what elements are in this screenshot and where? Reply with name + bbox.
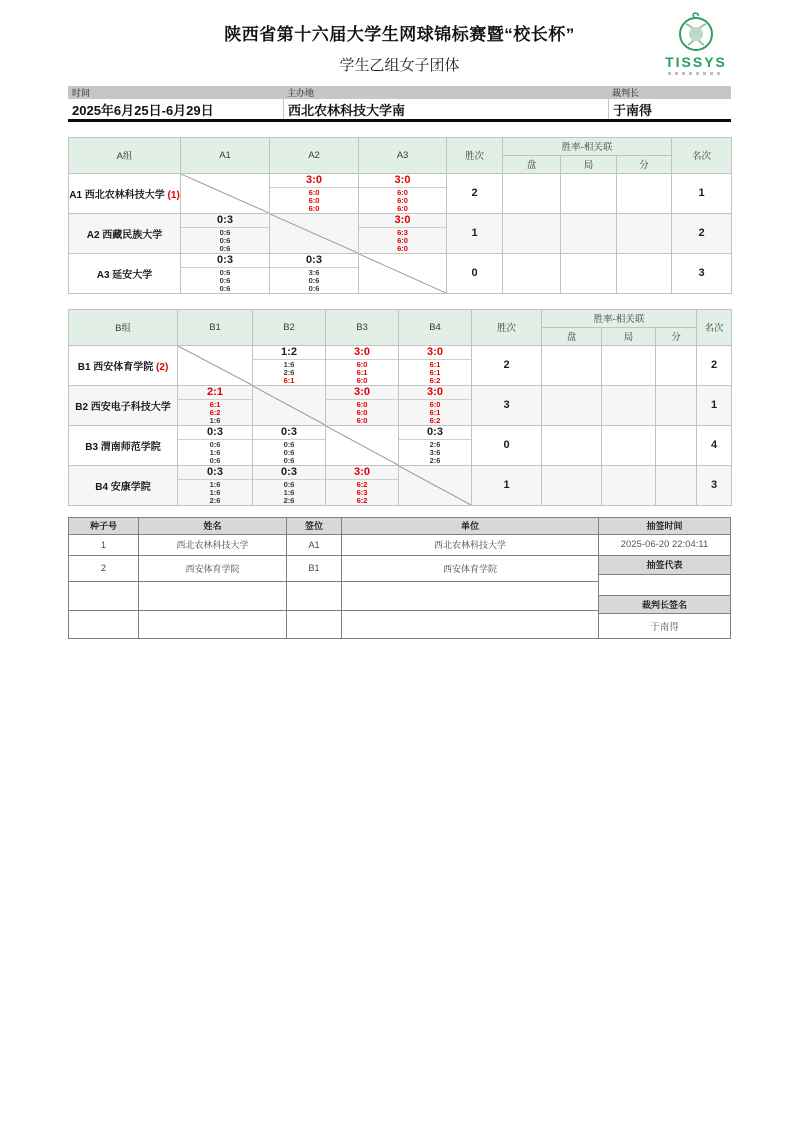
draw-info-label: 抽签时间 [599,518,730,535]
match-score: 0:3 [181,254,269,268]
set-score: 0:6 [219,227,231,237]
set-score: 6:1 [429,359,441,369]
seeds-cell [342,611,599,638]
seeds-row [69,534,599,555]
set-scores [181,228,269,253]
venue-label: 主办地 [287,88,315,98]
winrate-cell [561,213,617,253]
match-score: 3:0 [359,174,446,188]
team-name-cell [69,213,181,253]
match-score-cell [253,465,326,505]
diagonal-cell [326,425,399,465]
wins-cell: 3 [472,385,542,425]
seeds-cell: 西北农林科技大学 [342,534,599,555]
match-score: 3:0 [359,214,446,228]
seeds-section [68,517,731,639]
set-scores [326,360,398,385]
match-score-cell [399,385,472,425]
header-row [69,309,732,327]
winrate-cell [617,173,672,213]
seeds-row [69,555,599,581]
wins-cell: 2 [472,345,542,385]
match-score: 0:3 [253,426,325,440]
seeds-row [69,611,599,638]
winrate-cell [503,253,561,293]
set-score: 0:6 [219,283,231,293]
seeds-cell [139,581,287,610]
set-scores [270,268,358,293]
set-score: 2:6 [283,367,295,377]
rank-cell: 3 [697,465,732,505]
diagonal-line [270,214,358,253]
set-score: 6:0 [308,187,320,197]
team-row [69,425,732,465]
set-score: 6:0 [356,359,368,369]
rank-cell: 2 [672,213,732,253]
set-scores [178,440,252,465]
team-col-header: B2 [253,309,326,345]
set-scores [178,400,252,425]
header-divider [68,119,731,122]
rank-cell: 1 [697,385,732,425]
set-score: 2:6 [429,455,441,465]
group-b-section [68,309,731,506]
match-score: 3:0 [326,346,398,360]
seeds-cell: 西北农林科技大学 [139,534,287,555]
seed-marker: (2) [153,361,169,373]
set-scores [181,268,269,293]
winrate-cell [656,425,697,465]
set-score: 3:6 [429,447,441,457]
set-score: 0:6 [219,243,231,253]
set-score: 0:6 [219,275,231,285]
winrate-cell [617,253,672,293]
match-score-cell [359,213,447,253]
team-name-cell [69,465,178,505]
match-score: 0:3 [270,254,358,268]
team-col-header: A1 [181,137,270,173]
set-score: 2:6 [283,495,295,505]
diagonal-line [399,466,471,505]
set-scores [359,188,446,213]
set-scores [359,228,446,253]
winrate-cell [542,385,602,425]
set-score: 0:6 [308,283,320,293]
seeds-cell [69,581,139,610]
seeds-cell [287,581,342,610]
diagonal-cell [253,385,326,425]
winrate-cell [602,425,656,465]
match-score: 0:3 [181,214,269,228]
wins-cell: 2 [447,173,503,213]
match-score-cell [399,425,472,465]
set-score: 6:1 [209,399,221,409]
team-name: B1 西安体育学院 [77,361,154,373]
match-score: 0:3 [399,426,471,440]
team-col-header: A3 [359,137,447,173]
diagonal-line [326,426,398,465]
set-score: 1:6 [209,415,221,425]
set-score: 6:0 [397,187,408,197]
winrate-sub-header: 局 [602,327,656,345]
rank-cell: 4 [697,425,732,465]
tennis-ball-icon [676,11,716,53]
seeds-cell: A1 [287,534,342,555]
set-score: 0:6 [283,447,295,457]
seeds-cell [342,581,599,610]
set-score: 6:2 [356,479,368,489]
team-row [69,253,732,293]
match-score: 3:0 [270,174,358,188]
match-score: 3:0 [326,466,398,480]
seeds-header-cell: 单位 [342,517,599,534]
set-scores [326,400,398,425]
set-score: 1:6 [209,487,221,497]
set-score: 1:6 [283,487,295,497]
set-score: 6:2 [429,415,441,425]
seeds-header-row [69,517,599,534]
match-score: 2:1 [178,386,252,400]
match-score-cell [253,345,326,385]
seeds-cell [139,611,287,638]
team-name: B3 渭南师范学院 [85,441,161,453]
winrate-cell [561,173,617,213]
match-score-cell [326,385,399,425]
match-score: 3:0 [399,346,471,360]
match-score-cell [270,253,359,293]
draw-info-value [599,575,730,596]
group-label-cell: B组 [69,309,178,345]
set-score: 6:0 [397,235,408,245]
logo-text: TISSYS [665,54,727,70]
winrate-cell [542,465,602,505]
seeds-cell: 西安体育学院 [342,555,599,581]
referee-value: 于南得 [613,102,653,118]
set-scores [399,440,471,465]
wins-cell: 1 [447,213,503,253]
draw-info-label: 抽签代表 [599,556,730,575]
team-name: A1 西北农林科技大学 [69,189,165,201]
match-score-cell [181,213,270,253]
winrate-sub-header: 分 [656,327,697,345]
match-score-cell [253,425,326,465]
set-score: 6:2 [356,495,368,505]
diagonal-line [181,174,269,213]
seeds-header-cell: 姓名 [139,517,287,534]
set-score: 1:6 [283,359,295,369]
team-name: B4 安康学院 [95,481,151,493]
winrate-cell [656,465,697,505]
winrate-sub-header: 盘 [542,327,602,345]
team-name-cell [69,385,178,425]
set-score: 0:6 [219,267,231,277]
draw-info-column [599,517,731,639]
winrate-sub-header: 盘 [503,155,561,173]
set-score: 6:3 [397,227,408,237]
team-col-header: B4 [399,309,472,345]
seeds-header-cell: 种子号 [69,517,139,534]
winrate-cell [561,253,617,293]
diagonal-line [178,346,252,385]
rank-cell: 1 [672,173,732,213]
diagonal-cell [399,465,472,505]
diagonal-line [253,386,325,425]
winrate-cell [542,425,602,465]
group-results-table [68,137,732,294]
seeds-cell [69,611,139,638]
winrate-sub-header: 分 [617,155,672,173]
team-col-header: B3 [326,309,399,345]
match-score-cell [181,253,270,293]
set-scores [399,360,471,385]
match-score: 3:0 [399,386,471,400]
diagonal-line [359,254,446,293]
set-score: 3:6 [308,267,320,277]
winrate-cell [602,385,656,425]
team-name-cell [69,425,178,465]
group-label-cell: A组 [69,137,181,173]
team-row [69,465,732,505]
seeds-cell: 1 [69,534,139,555]
match-score-cell [326,345,399,385]
header [68,0,731,75]
set-score: 6:2 [209,407,221,417]
seeds-row [69,581,599,610]
info-label-bar [68,86,731,99]
team-name: A2 西藏民族大学 [86,229,163,241]
team-row [69,213,732,253]
set-score: 6:0 [356,399,368,409]
wins-header: 胜次 [472,309,542,345]
set-scores [178,480,252,505]
diagonal-cell [181,173,270,213]
set-score: 0:6 [209,439,221,449]
team-row [69,173,732,213]
set-score: 6:0 [356,415,368,425]
winrate-header: 胜率-相关联 [503,137,672,155]
match-score-cell [178,385,253,425]
set-score: 0:6 [283,455,295,465]
set-scores [326,480,398,505]
match-score: 3:0 [326,386,398,400]
set-score: 6:1 [283,375,295,385]
winrate-cell [602,465,656,505]
page-title: 陕西省第十六届大学生网球锦标赛暨“校长杯” [224,25,575,44]
set-score: 0:6 [283,439,295,449]
team-name: B2 西安电子科技大学 [75,401,171,413]
set-score: 1:6 [209,479,221,489]
set-score: 6:2 [429,375,441,385]
set-score: 2:6 [429,439,441,449]
match-score: 1:2 [253,346,325,360]
wins-cell: 0 [447,253,503,293]
set-scores [253,440,325,465]
diagonal-cell [178,345,253,385]
draw-info-value: 于南得 [650,621,679,633]
wins-cell: 1 [472,465,542,505]
diagonal-cell [270,213,359,253]
winrate-cell [602,345,656,385]
set-score: 6:0 [429,399,441,409]
set-scores [399,400,471,425]
set-score: 0:6 [283,479,295,489]
content-area [68,0,731,639]
winrate-cell [656,345,697,385]
set-score: 0:6 [308,275,320,285]
wins-header: 胜次 [447,137,503,173]
match-score: 0:3 [178,426,252,440]
set-score: 6:0 [356,375,368,385]
time-value: 2025年6月25日-6月29日 [72,102,214,118]
set-score: 6:0 [397,195,408,205]
seeds-cell: 2 [69,555,139,581]
set-score: 2:6 [209,495,221,505]
match-score: 0:3 [253,466,325,480]
set-score: 6:0 [308,203,320,213]
team-name-cell [69,173,181,213]
winrate-cell [617,213,672,253]
set-score: 6:1 [429,367,441,377]
winrate-cell [503,213,561,253]
match-score-cell [178,465,253,505]
match-score-cell [178,425,253,465]
set-score: 6:3 [356,487,368,497]
set-score: 6:0 [397,243,408,253]
winrate-sub-header: 局 [561,155,617,173]
group-a-section [68,137,731,294]
rank-header: 名次 [697,309,732,345]
winrate-cell [542,345,602,385]
team-row [69,345,732,385]
venue-value: 西北农林科技大学南 [288,102,406,118]
set-score: 6:0 [356,407,368,417]
group-results-table [68,309,732,506]
set-score: 6:1 [429,407,441,417]
set-scores [253,480,325,505]
match-score-cell [359,173,447,213]
set-score: 0:6 [209,455,221,465]
set-scores [270,188,358,213]
set-scores [253,360,325,385]
seeds-cell [287,611,342,638]
time-label: 时间 [72,88,91,98]
seeds-cell: 西安体育学院 [139,555,287,581]
winrate-header: 胜率-相关联 [542,309,697,327]
match-score-cell [399,345,472,385]
header-row [69,137,732,155]
logo-tagline-dots [668,72,724,75]
rank-cell: 3 [672,253,732,293]
diagonal-cell [359,253,447,293]
team-name-cell [69,345,178,385]
team-col-header: B1 [178,309,253,345]
seeds-header-cell: 签位 [287,517,342,534]
team-name: A3 延安大学 [96,269,153,281]
draw-info-label: 裁判长签名 [599,596,730,614]
draw-info-value: 2025-06-20 22:04:11 [599,535,730,556]
set-score: 6:0 [397,203,408,213]
info-value-bar [68,99,731,119]
wins-cell: 0 [472,425,542,465]
team-name-cell [69,253,181,293]
set-score: 0:6 [219,235,231,245]
team-col-header: A2 [270,137,359,173]
match-score-cell [270,173,359,213]
winrate-cell [503,173,561,213]
set-score: 1:6 [209,447,221,457]
winrate-cell [656,385,697,425]
match-score: 0:3 [178,466,252,480]
seeds-cell: B1 [287,555,342,581]
tournament-logo [654,11,738,75]
match-score-cell [326,465,399,505]
page-subtitle: 学生乙组女子团体 [339,57,460,74]
seed-marker: (1) [164,189,180,201]
team-row [69,385,732,425]
set-score: 6:0 [308,195,320,205]
seeds-table [68,517,599,639]
set-score: 6:1 [356,367,368,377]
rank-cell: 2 [697,345,732,385]
referee-label: 裁判长 [612,88,640,98]
rank-header: 名次 [672,137,732,173]
